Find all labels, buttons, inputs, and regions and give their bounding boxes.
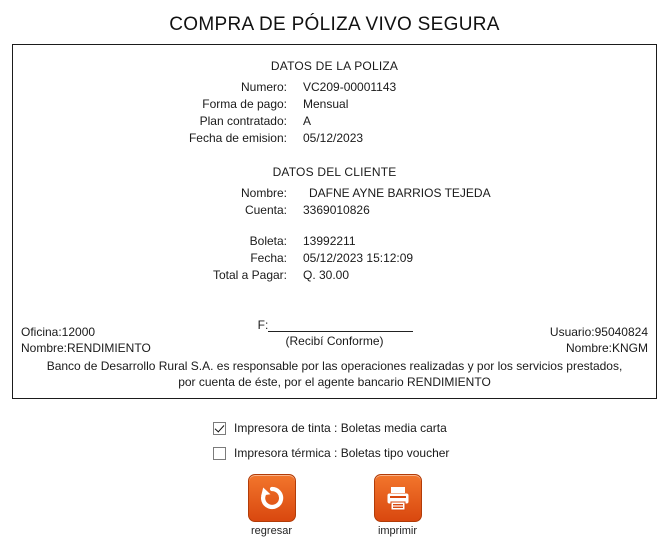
payment-data-rows	[13, 233, 656, 284]
imprimir-label: imprimir	[377, 525, 418, 537]
option-label-impresora-termica: Impresora térmica : Boletas tipo voucher	[234, 446, 450, 460]
footer-nombre-derecha: Nombre:KNGM	[565, 341, 648, 355]
imprimir-button[interactable]	[355, 474, 441, 537]
checkbox-impresora-tinta[interactable]	[213, 422, 226, 435]
policy-row-plan	[13, 113, 656, 130]
client-data-rows	[13, 185, 656, 219]
policy-row-numero	[13, 79, 656, 96]
footer-legal-text: Banco de Desarrollo Rural S.A. es responsable por las operaciones realizadas y por los servicios prestados, por cuenta de éste, por el agente bancario RENDIMIENTO	[46, 359, 623, 389]
spacer	[13, 219, 656, 233]
payment-row-fecha	[13, 250, 656, 267]
label-cliente-nombre: Nombre:	[240, 186, 287, 200]
signature-caption: (Recibí Conforme)	[285, 334, 384, 348]
signature-prefix: F:	[257, 318, 269, 332]
value-fecha-emision: 05/12/2023	[303, 131, 364, 145]
action-buttons	[0, 474, 669, 537]
payment-row-total	[13, 267, 656, 284]
regresar-label: regresar	[251, 525, 292, 537]
footer-usuario: Usuario:95040824	[549, 325, 648, 339]
value-boleta: 13992211	[303, 234, 356, 248]
receipt-panel	[12, 44, 657, 399]
value-cliente-nombre: DAFNE AYNE BARRIOS TEJEDA	[309, 186, 491, 200]
option-impresora-termica[interactable]	[213, 446, 669, 460]
page-title: COMPRA DE PÓLIZA VIVO SEGURA	[169, 14, 500, 35]
policy-row-forma-pago	[13, 96, 656, 113]
value-numero: VC209-00001143	[303, 80, 397, 94]
footer-line-2	[21, 340, 648, 356]
label-boleta: Boleta:	[249, 234, 287, 248]
value-total-pagar: Q. 30.00	[303, 268, 350, 282]
footer-oficina: Oficina:12000	[21, 325, 96, 339]
receipt-footer	[13, 324, 656, 390]
client-row-nombre	[13, 185, 656, 202]
label-fecha: Fecha:	[250, 251, 287, 265]
policy-row-fecha-emision	[13, 130, 656, 147]
label-numero: Numero:	[240, 80, 287, 94]
printer-icon[interactable]	[374, 474, 422, 522]
checkbox-impresora-termica[interactable]	[213, 447, 226, 460]
footer-line-1	[21, 324, 648, 340]
policy-data-rows	[13, 79, 656, 147]
client-section-heading: DATOS DEL CLIENTE	[272, 165, 397, 179]
label-cliente-cuenta: Cuenta:	[244, 203, 287, 217]
label-fecha-emision: Fecha de emision:	[188, 131, 287, 145]
refresh-icon[interactable]	[248, 474, 296, 522]
payment-row-boleta	[13, 233, 656, 250]
value-forma-pago: Mensual	[303, 97, 349, 111]
option-label-impresora-tinta: Impresora de tinta : Boletas media carta	[234, 421, 447, 435]
value-plan: A	[303, 114, 312, 128]
label-total-pagar: Total a Pagar:	[212, 268, 287, 282]
label-plan: Plan contratado:	[199, 114, 287, 128]
label-forma-pago: Forma de pago:	[202, 97, 287, 111]
option-impresora-tinta[interactable]	[213, 421, 669, 435]
regresar-button[interactable]	[229, 474, 315, 537]
client-row-cuenta	[13, 202, 656, 219]
value-cliente-cuenta: 3369010826	[303, 203, 370, 217]
value-fecha: 05/12/2023 15:12:09	[303, 251, 414, 265]
footer-nombre-izquierda: Nombre:RENDIMIENTO	[21, 341, 151, 355]
printer-options	[0, 421, 669, 460]
policy-section-heading: DATOS DE LA POLIZA	[270, 59, 399, 73]
